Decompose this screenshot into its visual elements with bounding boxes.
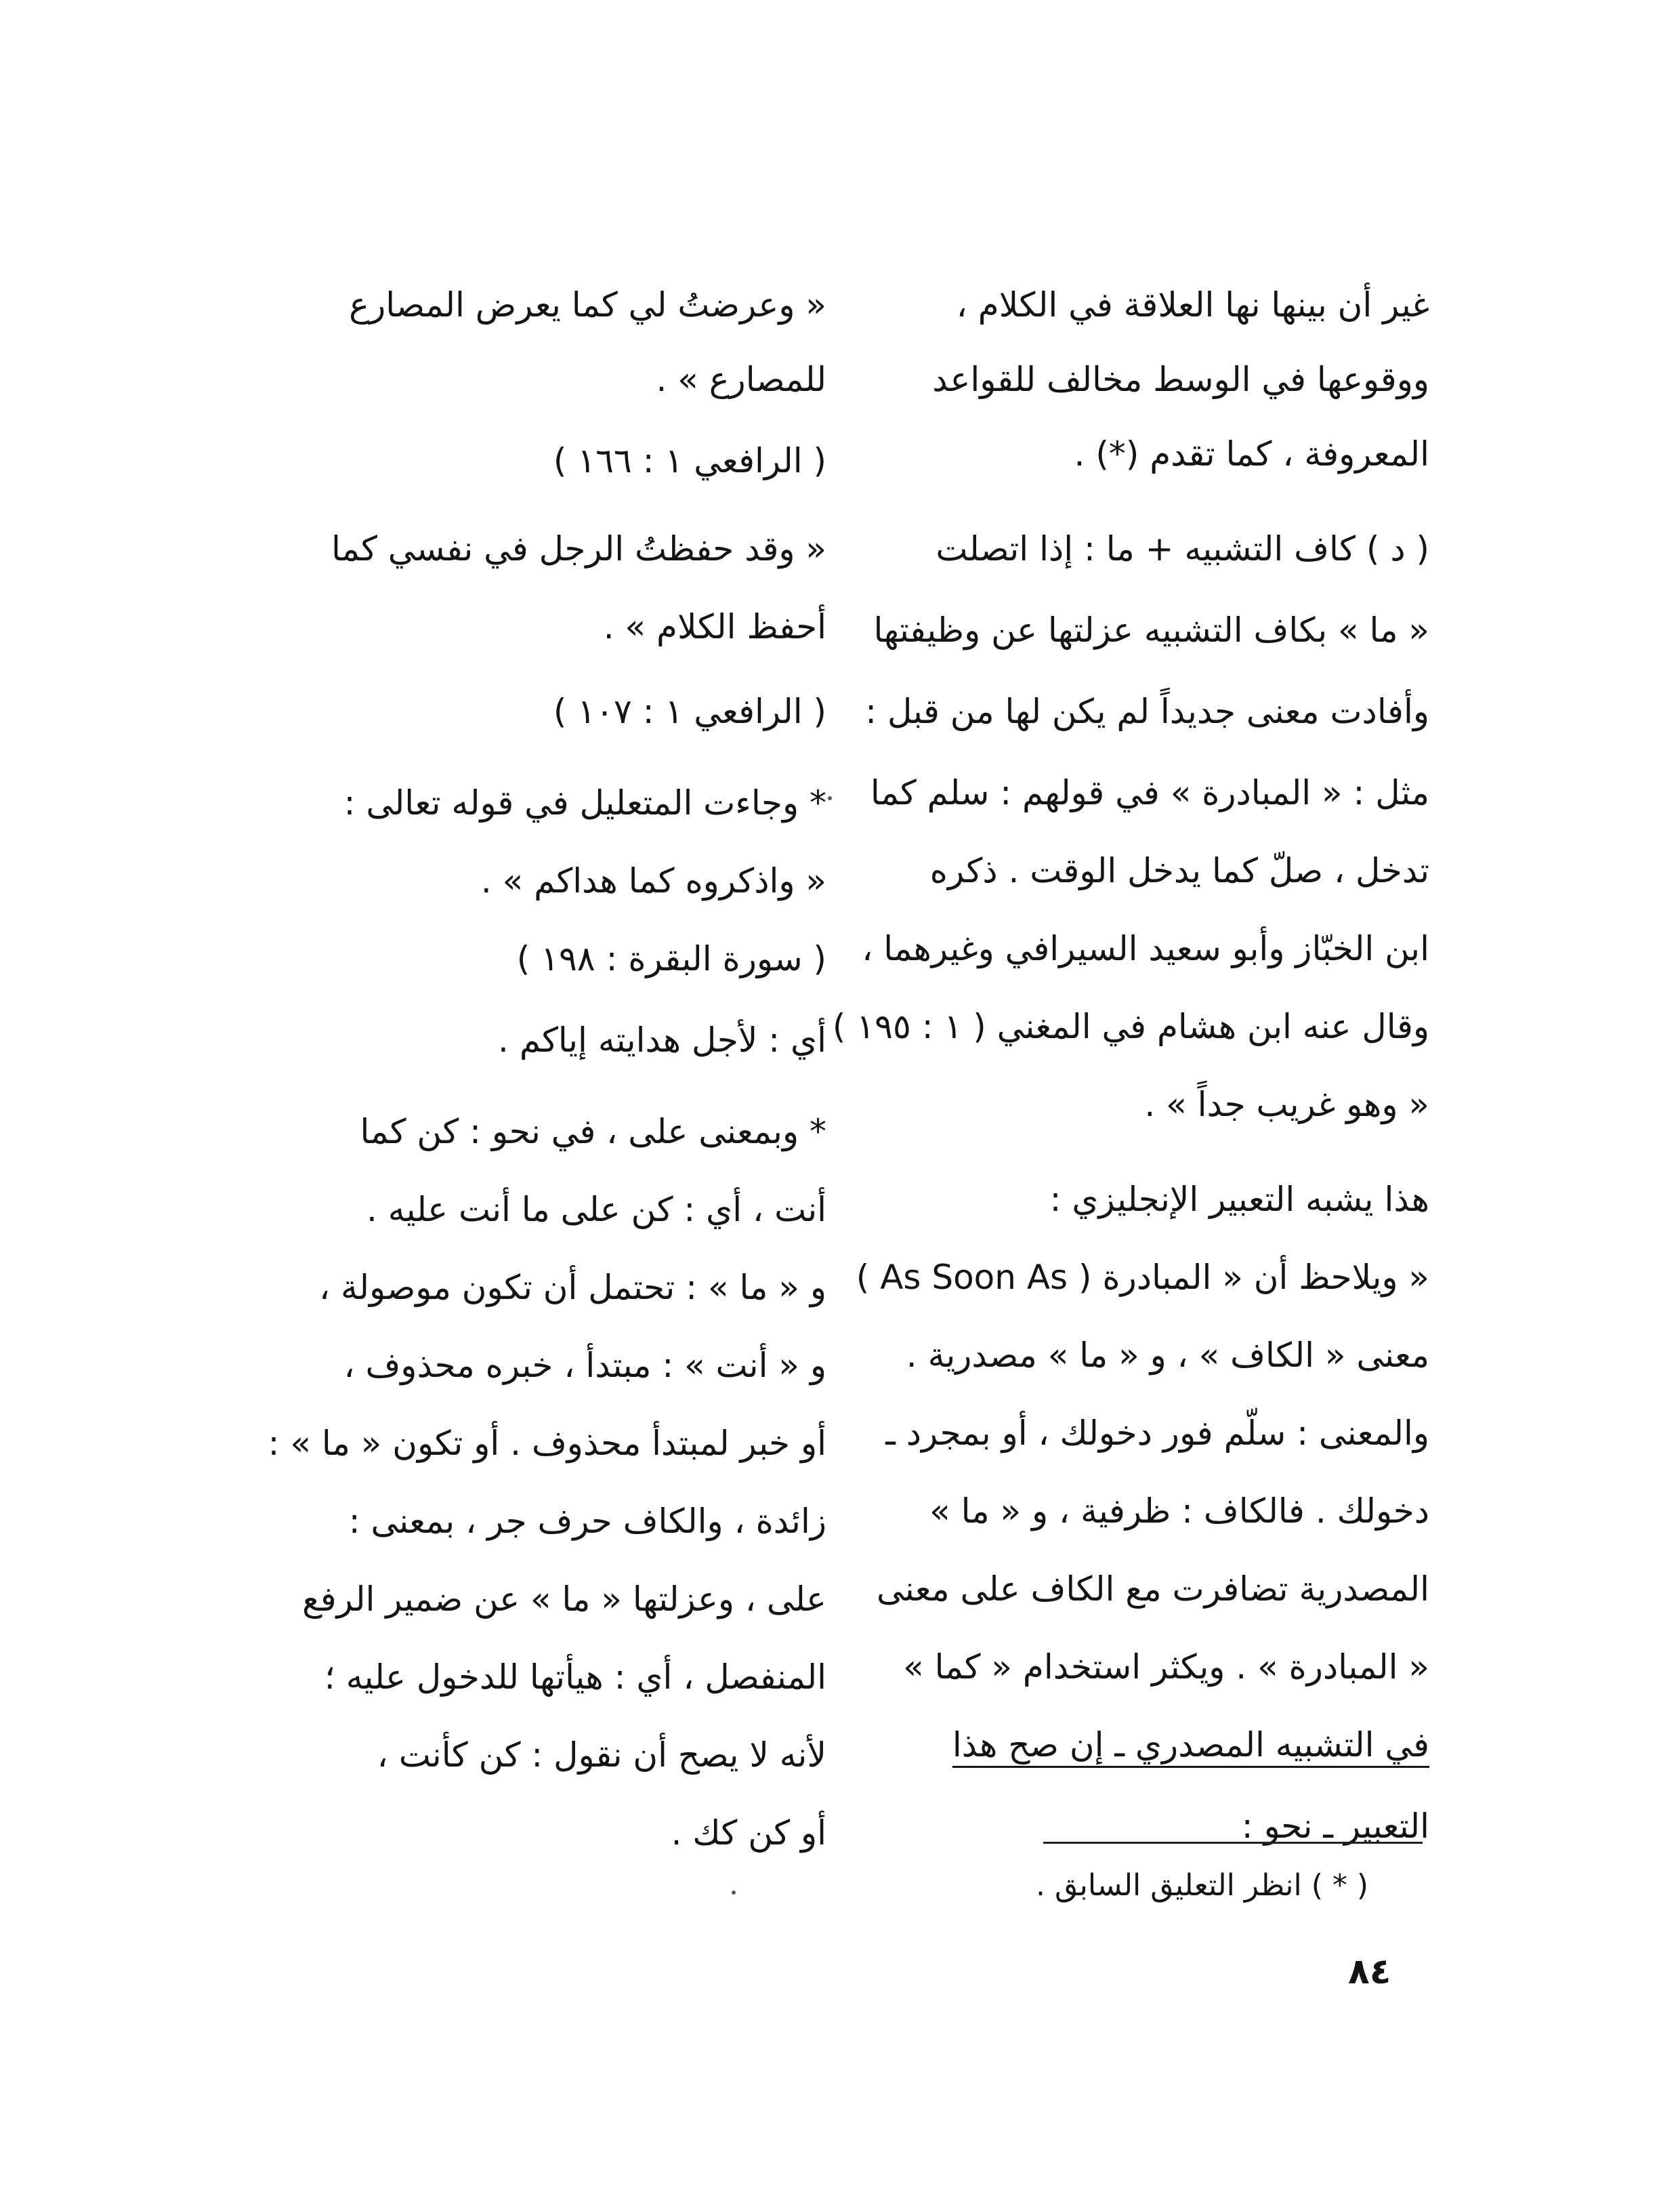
text-line: * وجاءت المتعليل في قوله تعالى : [343, 783, 826, 823]
citation: ( سورة البقرة : ١٩٨ ) [516, 939, 826, 978]
text-line: المعروفة ، كما تقدم (*) . [1074, 434, 1429, 474]
text-line: في التشبيه المصدري ـ إن صح هذا [952, 1725, 1429, 1764]
text-line: مثل : « المبادرة » في قولهم : سلم كما [870, 773, 1429, 812]
text-line: وأفادت معنى جديداً لم يكن لها من قبل : [865, 692, 1429, 731]
text-line: غير أن بينها نها العلاقة في الكلام ، [956, 285, 1429, 325]
text-line: تدخل ، صلّ كما يدخل الوقت . ذكره [929, 851, 1429, 890]
text-line: أنت ، أي : كن على ما أنت عليه . [366, 1190, 826, 1229]
text-line: أو خبر لمبتدأ محذوف . أو تكون « ما » : [268, 1424, 826, 1463]
text-line: أي : لأجل هدايته إياكم . [498, 1020, 826, 1060]
citation: ( الرافعي ١ : ١٦٦ ) [553, 441, 826, 480]
scan-speck [732, 1891, 736, 1895]
scan-speck [828, 796, 832, 800]
citation: ( الرافعي ١ : ١٠٧ ) [553, 692, 826, 731]
text-line: « وهو غريب جداً » . [1144, 1085, 1429, 1124]
text-line: لأنه لا يصح أن نقول : كن كأنت ، [377, 1735, 826, 1775]
quote-line: « وقد حفظتُ الرجل في نفسي كما [331, 529, 826, 569]
quote-line: « واذكروه كما هداكم » . [480, 861, 826, 901]
text-line: المصدرية تضافرت مع الكاف على معنى [877, 1569, 1429, 1609]
quote-line: « وعرضتُ لي كما يعرض المصارع [349, 285, 826, 325]
text-line: زائدة ، والكاف حرف جر ، بمعنى : [348, 1502, 826, 1541]
text-line: * وبمعنى على ، في نحو : كن كما [360, 1112, 826, 1151]
text-line: « ما » بكاف التشبيه عزلتها عن وظيفتها [873, 611, 1429, 650]
footnote-divider [1043, 1842, 1423, 1844]
text-line: ووقوعها في الوسط مخالف للقواعد [932, 360, 1429, 399]
text-line: أو كن كك . [671, 1813, 826, 1853]
footnote: ( * ) انظر التعليق السابق . [1036, 1868, 1368, 1903]
text-line: التعبير ـ نحو : [1241, 1807, 1429, 1846]
text-line: والمعنى : سلّم فور دخولك ، أو بمجرد ـ [885, 1413, 1429, 1453]
page-number: ٨٤ [1348, 1952, 1391, 1992]
text-line: ابن الخبّاز وأبو سعيد السيرافي وغيرهما ، [862, 929, 1429, 968]
quote-line: أحفظ الكلام » . [603, 607, 826, 646]
text-line: و « ما » : تحتمل أن تكون موصولة ، [318, 1268, 826, 1307]
text-line: معنى « الكاف » ، و « ما » مصدرية . [906, 1336, 1429, 1375]
text-line: و « أنت » : مبتدأ ، خبره محذوف ، [343, 1346, 826, 1385]
text-line: « المبادرة » . ويكثر استخدام « كما » [903, 1647, 1429, 1687]
text-line: وقال عنه ابن هشام في المغني ( ١ : ١٩٥ ) [832, 1007, 1429, 1046]
text-line: دخولك . فالكاف : ظرفية ، و « ما » [929, 1491, 1429, 1531]
text-line: ( د ) كاف التشبيه + ما : إذا اتصلت [936, 529, 1429, 569]
text-line: هذا يشبه التعبير الإنجليزي : [1049, 1180, 1429, 1219]
text-line: المنفصل ، أي : هيأتها للدخول عليه ؛ [324, 1657, 826, 1697]
quote-line: للمصارع » . [656, 360, 826, 399]
text-line: على ، وعزلتها « ما » عن ضمير الرفع [302, 1580, 826, 1619]
text-line: ( As Soon As ) ويلاحظ أن « المبادرة » [856, 1258, 1429, 1297]
